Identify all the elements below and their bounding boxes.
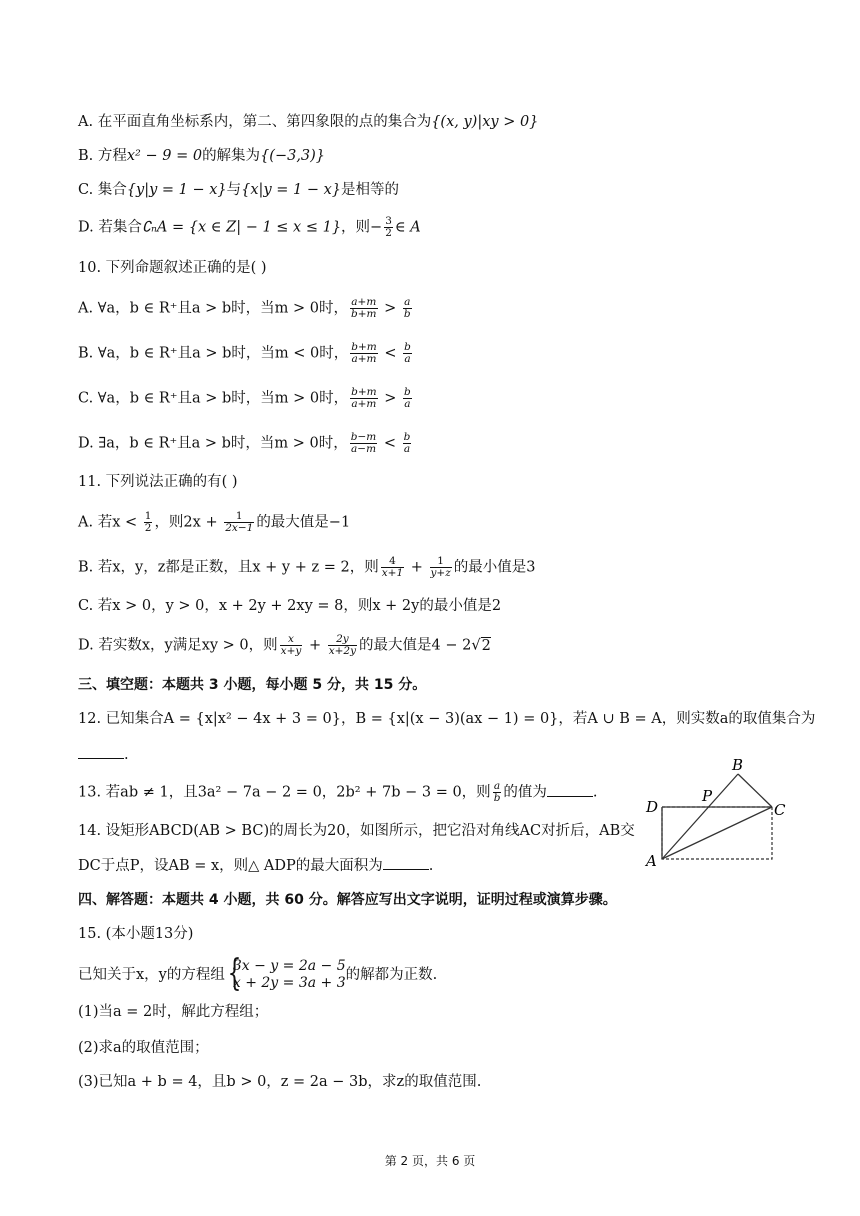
- frac-den: b: [493, 792, 501, 804]
- q15-part3: (3)已知a + b = 4，且b > 0，z = 2a − 3b，求z的取值范围.: [78, 1074, 482, 1090]
- q9-c-set2: {x|y = 1 − x}: [241, 182, 341, 198]
- q11-b-plus: +: [410, 559, 423, 576]
- q9-c-set1: {y|y = 1 − x}: [126, 182, 227, 198]
- q11-d-plus: +: [308, 637, 322, 654]
- q10-option-d: [78, 432, 413, 455]
- q10-a-op: >: [384, 300, 397, 317]
- q12-answer-blank: [78, 744, 124, 759]
- frac-num: 3: [385, 215, 392, 227]
- segment-bc-folded: [738, 774, 772, 807]
- frac-den: b+m: [351, 308, 377, 320]
- frac-den: a−m: [351, 443, 377, 455]
- q11-b-frac2: [430, 556, 452, 579]
- page-footer: 第 2 页，共 6 页: [384, 1154, 476, 1168]
- frac-num: a: [493, 780, 501, 792]
- frac-num: b: [404, 386, 411, 398]
- q9-c-text: C. 集合: [78, 182, 127, 198]
- frac-den: 2: [385, 227, 392, 239]
- frac-den: a+m: [351, 353, 377, 365]
- q11-d-tail: 的最大值是4 − 2: [359, 637, 472, 654]
- label-p: P: [702, 787, 713, 805]
- frac-num: b: [404, 341, 411, 353]
- q10-a-frac2: [403, 297, 412, 320]
- q10-d-op: <: [383, 435, 397, 452]
- q9-option-b: [78, 146, 325, 166]
- q9-b-text: B. 方程: [78, 148, 127, 164]
- q11-option-d: [78, 634, 491, 657]
- frac-num: a: [404, 296, 411, 308]
- q14-period: .: [428, 858, 434, 874]
- frac-num: b+m: [351, 386, 377, 398]
- frac-num: x: [280, 634, 303, 646]
- q11-a-frac2: [224, 511, 254, 534]
- q10-stem: 10. 下列命题叙述正确的是( ): [78, 260, 267, 276]
- q10-d-frac1: [350, 432, 377, 455]
- sqrt-sign: √: [471, 637, 481, 654]
- q9-b-mid: 的解集为: [202, 148, 261, 164]
- q14-text: DC于点P，设AB = x，则△ ADP的最大面积为: [78, 858, 383, 874]
- q15-header: 15. (本小题13分): [78, 926, 194, 942]
- frac-den: x+2y: [328, 645, 357, 657]
- frac-den: y+z: [430, 567, 451, 579]
- q11-option-b: [78, 556, 536, 579]
- frac-den: a: [404, 353, 411, 365]
- q10-d-frac2: [403, 432, 412, 455]
- q14-answer-blank: [383, 855, 429, 870]
- frac-num: a+m: [351, 296, 377, 308]
- frac-num: b: [403, 431, 411, 443]
- frac-den: x+y: [280, 645, 302, 657]
- frac-num: 2y: [328, 634, 357, 646]
- q11-stem: 11. 下列说法正确的有( ): [78, 474, 238, 490]
- q10-option-a: [78, 297, 414, 320]
- q11-a-text: A. 若x <: [78, 514, 138, 531]
- q10-c-frac2: [403, 387, 412, 410]
- frac-num: 1: [144, 510, 152, 522]
- q9-option-c: [78, 180, 399, 200]
- q11-d-frac1: [280, 634, 303, 657]
- q9-c-mid: 与: [226, 182, 242, 198]
- q10-b-text: B. ∀a，b ∈ R⁺且a > b时，当m < 0时，: [78, 345, 349, 362]
- q15-stem-lead: 已知关于x，y的方程组: [78, 967, 225, 983]
- q13-tail: 的值为: [503, 784, 547, 801]
- q13: [78, 781, 598, 804]
- q10-a-text: A. ∀a，b ∈ R⁺且a > b时，当m > 0时，: [78, 300, 349, 317]
- q10-option-c: [78, 387, 414, 410]
- q9-option-d: [78, 216, 421, 239]
- q14-line2: [78, 855, 433, 876]
- q10-c-text: C. ∀a，b ∈ R⁺且a > b时，当m > 0时，: [78, 390, 349, 407]
- frac-den: 2: [144, 522, 152, 534]
- q9-c-tail: 是相等的: [341, 182, 399, 198]
- q15-stem: [78, 958, 437, 992]
- q12-period: .: [124, 747, 129, 763]
- section-4-heading: 四、解答题：本题共 4 小题，共 60 分。解答应写出文字说明，证明过程或演算步骤。: [78, 892, 617, 908]
- q9-b-equation: x² − 9 = 0: [126, 148, 203, 164]
- q13-frac: [493, 781, 502, 804]
- label-c: C: [774, 801, 786, 819]
- q9-a-text: A. 在平面直角坐标系内，第二、第四象限的点的集合为: [78, 114, 432, 130]
- q11-a-tail: 的最大值是−1: [256, 514, 351, 531]
- segment-ab-folded: [662, 774, 738, 859]
- frac-den: a: [404, 398, 411, 410]
- section-3-heading: 三、填空题：本题共 3 小题，每小题 5 分，共 15 分。: [78, 677, 427, 693]
- frac-num: 4: [381, 556, 404, 568]
- frac-num: 1: [224, 511, 254, 523]
- q12-line2: [78, 744, 129, 765]
- diagonal-ac: [662, 807, 772, 859]
- q11-b-text: B. 若x，y，z都是正数，且x + y + z = 2，则: [78, 559, 379, 576]
- label-b: B: [732, 756, 744, 774]
- frac-den: 2x−1: [225, 522, 254, 534]
- equation-2: x + 2y = 3a + 3: [232, 975, 346, 991]
- q9-d-mid: ，则−: [341, 219, 383, 236]
- q15-part1: (1)当a = 2时，解此方程组；: [78, 1004, 269, 1020]
- q9-d-expr: ∁ₙA = {x ∈ Z| − 1 ≤ x ≤ 1}: [141, 219, 342, 236]
- q15-part2: (2)求a的取值范围；: [78, 1040, 209, 1056]
- frac-num: 1: [430, 556, 452, 568]
- label-a: A: [646, 852, 657, 868]
- q10-c-frac1: [350, 387, 377, 410]
- equation-1: { 3x − y = 2a − 5: [232, 958, 346, 974]
- q11-a-mid: ，则2x +: [154, 514, 218, 531]
- q10-c-op: >: [384, 390, 397, 407]
- q10-d-text: D. ∃a，b ∈ R⁺且a > b时，当m > 0时，: [78, 435, 348, 452]
- label-d: D: [646, 798, 659, 816]
- q11-a-frac1: [144, 511, 153, 534]
- q11-option-a: [78, 511, 350, 534]
- q9-b-set: {(−3,3)}: [260, 148, 326, 164]
- frac-num: b+m: [351, 341, 377, 353]
- q10-b-op: <: [384, 345, 397, 362]
- q11-option-c: C. 若x > 0，y > 0，x + 2y + 2xy = 8，则x + 2y的最小值是2: [78, 598, 502, 614]
- q9-d-fraction: [384, 216, 393, 239]
- equation-system: [225, 958, 346, 992]
- frac-den: a+m: [351, 398, 377, 410]
- q11-d-frac2: [328, 634, 357, 657]
- folded-rectangle-figure: [640, 752, 790, 868]
- q13-text: 13. 若ab ≠ 1，且3a² − 7a − 2 = 0，2b² + 7b − 3 = 0，则: [78, 784, 491, 801]
- q13-period: .: [592, 784, 598, 801]
- frac-den: a: [403, 443, 411, 455]
- q12-line1: 12. 已知集合A = {x|x² − 4x + 3 = 0}，B = {x|(x − 3)(ax − 1) = 0}，若A ∪ B = A，则实数a的取值集合为: [78, 711, 816, 727]
- sqrt-radicand: 2: [481, 637, 491, 654]
- q9-a-set: {(x, y)|xy > 0}: [431, 114, 539, 130]
- frac-den: b: [403, 308, 411, 320]
- q15-stem-tail: 的解都为正数.: [345, 967, 438, 983]
- q11-d-text: D. 若实数x，y满足xy > 0，则: [78, 637, 278, 654]
- q10-b-frac1: [350, 342, 377, 365]
- q10-b-frac2: [403, 342, 412, 365]
- frac-num: b−m: [350, 431, 377, 443]
- frac-den: x+1: [381, 567, 404, 579]
- q11-b-tail: 的最小值是3: [453, 559, 536, 576]
- q9-d-text: D. 若集合: [78, 219, 142, 236]
- q10-a-frac1: [350, 297, 377, 320]
- q9-option-a: [78, 112, 538, 132]
- q11-b-frac1: [381, 556, 404, 579]
- q14-line1: 14. 设矩形ABCD(AB > BC)的周长为20，如图所示，把它沿对角线AC对折后，AB交: [78, 823, 635, 839]
- q9-d-tail: ∈ A: [394, 219, 421, 236]
- q10-option-b: [78, 342, 414, 365]
- q13-answer-blank: [547, 782, 593, 797]
